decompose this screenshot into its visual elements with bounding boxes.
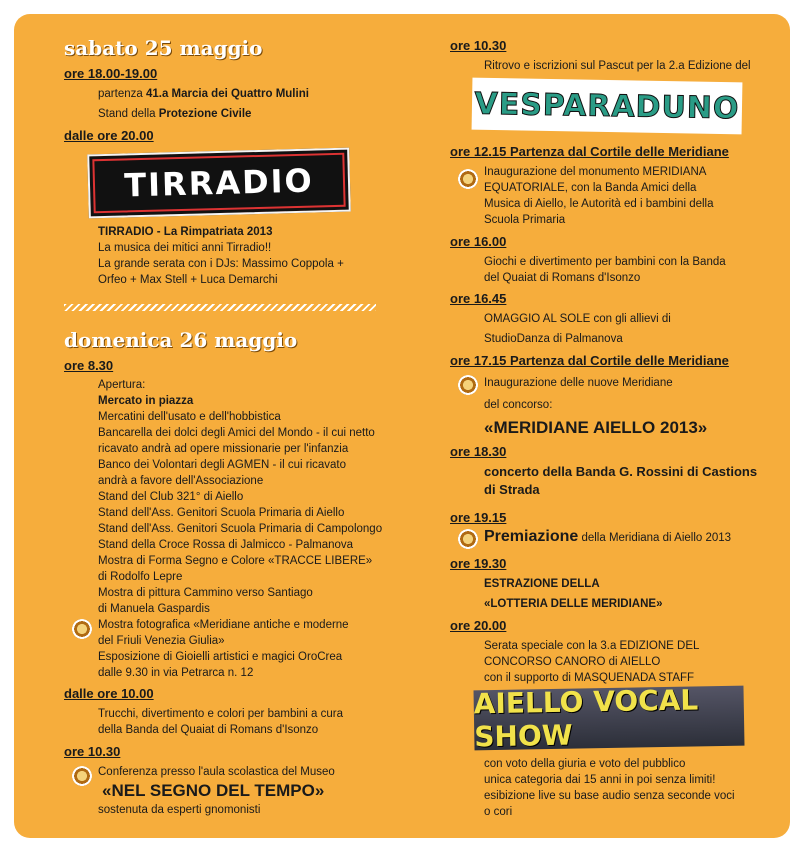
inaug1-line: Inaugurazione del monumento MERIDIANA — [484, 166, 707, 178]
time-18: ore 18.00-19.00 — [64, 66, 158, 81]
opening-line: andrà a favore dell'Associazione — [98, 475, 264, 487]
games-line: Giochi e divertimento per bambini con la Banda — [484, 256, 726, 268]
program-sheet — [14, 14, 790, 838]
lotteria-line: «LOTTERIA DELLE MERIDIANE» — [484, 598, 663, 610]
inaug2-line: del concorso: — [484, 399, 553, 411]
meridiana-sun-icon — [458, 375, 478, 395]
opening-line: Stand del Club 321° di Aiello — [98, 491, 244, 503]
meridiana-sun-icon — [72, 766, 92, 786]
inaug1-line: Musica di Aiello, le Autorità ed i bambini della — [484, 198, 714, 210]
tirradio-title: TIRRADIO - La Rimpatriata 2013 — [98, 226, 273, 238]
opening-line: Banco dei Volontari degli AGMEN - il cui ricavato — [98, 459, 347, 471]
voto-line: con voto della giuria e voto del pubblico — [484, 758, 686, 770]
time-20: dalle ore 20.00 — [64, 128, 154, 143]
tirradio-line: Orfeo + Max Stell + Luca Demarchi — [98, 274, 278, 286]
opening-line: Apertura: — [98, 379, 146, 391]
tirradio-line: La musica dei mitici anni Tirradio!! — [98, 242, 272, 254]
concert-line: di Strada — [484, 482, 540, 497]
saturday-title: sabato 25 maggio — [64, 36, 263, 60]
opening-line: Esposizione di Gioielli artistici e magici OroCrea — [98, 651, 343, 663]
meridiana-sun-icon — [72, 619, 92, 639]
sunday-title: domenica 26 maggio — [64, 328, 298, 352]
tirradio-logo: TIRRADIO — [87, 148, 351, 219]
serata-line: Serata speciale con la 3.a EDIZIONE DEL — [484, 640, 700, 652]
meridiane-title: «MERIDIANE AIELLO 2013» — [484, 418, 708, 437]
vesparaduno-logo: VESPARADUNO — [472, 78, 743, 135]
marcia-line: partenza 41.a Marcia dei Quattro Mulini — [98, 88, 309, 100]
conference-title: «NEL SEGNO DEL TEMPO» — [102, 781, 325, 800]
time-1645: ore 16.45 — [450, 291, 507, 306]
opening-line: Mostra fotografica «Meridiane antiche e moderne — [98, 619, 349, 631]
meridiana-sun-icon — [458, 529, 478, 549]
time-1000: dalle ore 10.00 — [64, 686, 154, 701]
serata-line: CONCORSO CANORO di AIELLO — [484, 656, 661, 668]
opening-line: dalle 9.30 in via Petrarca n. 12 — [98, 667, 254, 679]
tirradio-line: La grande serata con i DJs: Massimo Coppola + — [98, 258, 344, 270]
time-1030-left: ore 10.30 — [64, 744, 121, 759]
games-line: del Quaiat di Romans d'Isonzo — [484, 272, 641, 284]
opening-line: Mercato in piazza — [98, 395, 194, 407]
section-divider — [64, 304, 376, 311]
opening-line: Mercatini dell'usato e dell'hobbistica — [98, 411, 281, 423]
conference-sub: sostenuta da esperti gnomonisti — [98, 804, 261, 816]
inaug1-line: EQUATORIALE, con la Banda Amici della — [484, 182, 697, 194]
omaggio-line: StudioDanza di Palmanova — [484, 333, 623, 345]
aiello-vocal-show-logo: AIELLO VOCAL SHOW — [473, 686, 744, 751]
opening-line: di Rodolfo Lepre — [98, 571, 183, 583]
opening-line: Mostra di pittura Cammino verso Santiago — [98, 587, 313, 599]
time-1215: ore 12.15 Partenza dal Cortile delle Meridiane — [450, 144, 729, 159]
time-1030-right: ore 10.30 — [450, 38, 507, 53]
time-1715: ore 17.15 Partenza dal Cortile delle Meridiane — [450, 353, 729, 368]
time-1600: ore 16.00 — [450, 234, 507, 249]
time-1830: ore 18.30 — [450, 444, 507, 459]
omaggio-line: OMAGGIO AL SOLE con gli allievi di — [484, 313, 671, 325]
kids-line: Trucchi, divertimento e colori per bambini a cura — [98, 708, 344, 720]
opening-line: Stand della Croce Rossa di Jalmicco - Palmanova — [98, 539, 354, 551]
conference-line: Conferenza presso l'aula scolastica del Museo — [98, 766, 335, 778]
vespa-intro: Ritrovo e iscrizioni sul Pascut per la 2.a Edizione del — [484, 60, 751, 72]
opening-line: del Friuli Venezia Giulia» — [98, 635, 225, 647]
voto-line: esibizione live su base audio senza seconde voci — [484, 790, 735, 802]
opening-line: Bancarella dei dolci degli Amici del Mondo - il cui netto — [98, 427, 375, 439]
protezione-line: Stand della Protezione Civile — [98, 108, 252, 120]
time-2000: ore 20.00 — [450, 618, 507, 633]
opening-line: di Manuela Gaspardis — [98, 603, 210, 615]
inaug1-line: Scuola Primaria — [484, 214, 566, 226]
opening-line: Stand dell'Ass. Genitori Scuola Primaria di Aiello — [98, 507, 345, 519]
voto-line: unica categoria dai 15 anni in poi senza limiti! — [484, 774, 716, 786]
time-1930: ore 19.30 — [450, 556, 507, 571]
inaug2-line: Inaugurazione delle nuove Meridiane — [484, 377, 673, 389]
kids-line: della Banda del Quaiat di Romans d'Isonzo — [98, 724, 319, 736]
concert-line: concerto della Banda G. Rossini di Castions — [484, 464, 758, 479]
serata-line: con il supporto di MASQUENADA STAFF — [484, 672, 695, 684]
opening-line: Stand dell'Ass. Genitori Scuola Primaria di Campolongo — [98, 523, 383, 535]
time-1915: ore 19.15 — [450, 510, 507, 525]
opening-line: ricavato andrà ad opere missionarie per l'infanzia — [98, 443, 349, 455]
voto-line: o cori — [484, 806, 513, 818]
lotteria-line: ESTRAZIONE DELLA — [484, 578, 600, 590]
time-830: ore 8.30 — [64, 358, 114, 373]
premiazione-line: Premiazione della Meridiana di Aiello 2013 — [484, 528, 732, 545]
opening-line: Mostra di Forma Segno e Colore «TRACCE LIBERE» — [98, 555, 373, 567]
meridiana-sun-icon — [458, 169, 478, 189]
